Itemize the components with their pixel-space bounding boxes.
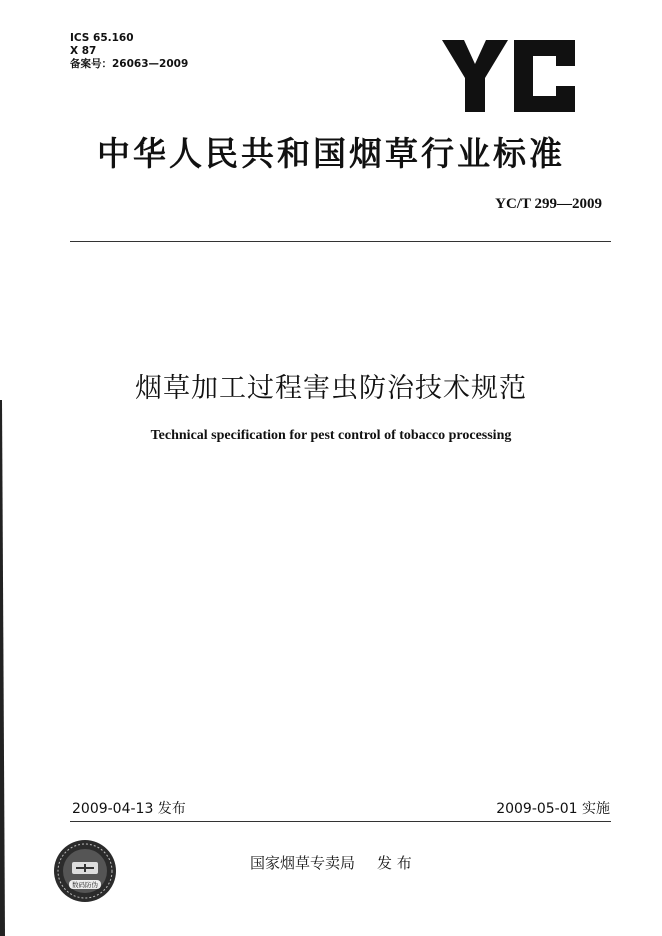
issuer-name: 国家烟草专卖局 — [250, 854, 356, 872]
yc-logo-text: YC — [508, 80, 510, 81]
metadata-block — [70, 32, 188, 71]
org-title: 中华人民共和国烟草行业标准 — [97, 134, 565, 173]
issuer-line — [250, 852, 412, 873]
scan-binding-edge — [0, 400, 12, 936]
top-divider — [70, 241, 611, 242]
ccs-code: X 87 — [70, 45, 97, 57]
ics-code: ICS 65.160 — [70, 32, 134, 44]
anti-counterfeit-seal-icon — [52, 838, 118, 904]
issue-date: 2009-04-13 发布 — [72, 801, 186, 817]
document-title-en: Technical specification for pest control of tobacco processing — [150, 428, 512, 443]
record-number: 备案号：26063—2009 — [70, 58, 189, 70]
bottom-divider — [70, 821, 611, 822]
seal-label: 数码防伪 — [72, 881, 98, 889]
yc-logo-y-shape — [442, 40, 508, 112]
implementation-date: 2009-05-01 实施 — [496, 801, 610, 817]
document-title-zh: 烟草加工过程害虫防治技术规范 — [135, 373, 527, 404]
yc-logo-c-shape — [514, 40, 575, 112]
standard-code: YC/T 299—2009 — [495, 196, 602, 212]
yc-logo — [442, 40, 575, 112]
issue-action: 发 布 — [377, 854, 412, 872]
